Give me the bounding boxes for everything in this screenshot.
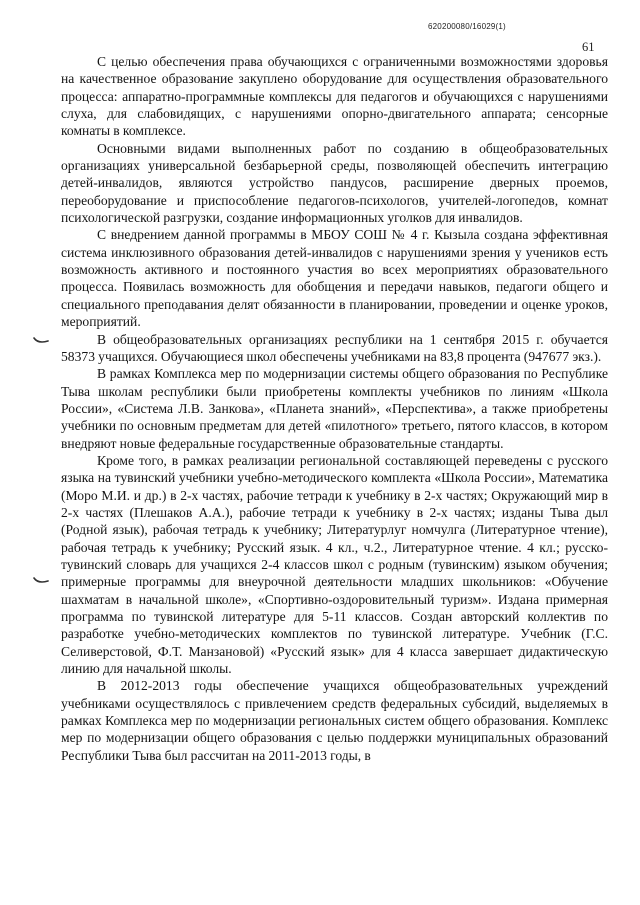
check-mark-icon <box>33 337 49 345</box>
document-code: 620200080/16029(1) <box>428 22 506 31</box>
paragraph-translation: Кроме того, в рамках реализации региональной составляющей переведены с русского языка на тувинский учебники учебно-методического комплекта «Школа России», Математика (Моро М.И. и др.) в 2-х частях, рабочие тетради к учебнику в 2-х частях; Окружающий мир в 2-х частях (Плешаков А.А.), рабочие тетради к учебнику в 2-х частях; изданы Тыва дыл (Родной язык), рабочая тетрадь к учебнику; Литературлуг номчулга (Литературное чтение), рабочая тетрадь к учебнику; Русский язык. 4 кл., ч.2., Литературное чтение. 4 кл.; русско-тувинский словарь для учащихся 2-4 классов школ с родным (тувинским) языком обучения; примерные программы для внеурочной деятельности младших школьников: «Обучение шахматам в начальной школе», «Спортивно-оздоровительный туризм». Издана примерная программа по тувинской литературе для 5-11 классов. Создан авторский коллектив по разработке учебно-методических комплектов по тувинской литературе. Учебник (Г.С. Селиверстовой, Ф.Т. Манзановой) «Русский язык» для 4 класса завершает дидактическую линию для начальной школы. <box>61 452 608 677</box>
page-number: 61 <box>582 40 595 54</box>
paragraph-funding: В 2012-2013 годы обеспечение учащихся общеобразовательных учреждений учебниками осуществлялось с привлечением средств федеральных субсидий, выделяемых в рамках Комплекса мер по модернизации региональных систем общего образования. Комплекс мер по модернизации общего образования с целью поддержки муниципальных образований Республики Тыва был рассчитан на 2011-2013 годы, в <box>61 678 608 763</box>
paragraph-inclusive-school: С внедрением данной программы в МБОУ СОШ № 4 г. Кызыла создана эффективная система инклюзивного образования детей-инвалидов с нарушениями зрения у учеников есть возможность активного и постоянного участия во всех мероприятиях образовательного процесса. Появилась возможность для обобщения и передачи навыков, педагоги общего и специального преподавания делят обязанности в планировании, проведении и оценке уроков, мероприятий. <box>61 227 608 330</box>
paragraph-textbooks: В рамках Комплекса мер по модернизации системы общего образования по Республике Тыва школам республики были приобретены комплекты учебников по линиям «Школа России», «Система Л.В. Занкова», «Планета знаний», «Перспектива», а также приобретены учебники по основным предметам для детей «пилотного» третьего, пятого классов, в котором внедряют новые федеральные государственные образовательные стандарты. <box>61 366 608 451</box>
paragraph-enrollment: В общеобразовательных организациях республики на 1 сентября 2015 г. обучается 58373 учащихся. Обучающиеся школ обеспечены учебниками на 83,8 процента (947677 экз.). <box>61 331 608 364</box>
document-body <box>61 53 608 764</box>
paragraph-barrier-free: Основными видами выполненных работ по созданию в общеобразовательных организациях универсальной безбарьерной среды, позволяющей обеспечить интеграцию детей-инвалидов, являются устройство пандусов, расширение дверных проемов, переоборудование и приспособление педагогов-психологов, учителей-логопедов, комнат психологической разгрузки, создание информационных уголков для инвалидов. <box>61 140 608 226</box>
check-mark-icon <box>33 577 49 585</box>
paragraph-equipment: С целью обеспечения права обучающихся с ограниченными возможностями здоровья на качественное образование закуплено оборудование для осуществления образовательного процесса: аппаратно-программные комплексы для педагогов и обучающихся с нарушениями слуха, для слабовидящих, с нарушениями опорно-двигательного аппарата; сенсорные комнаты в комплексе. <box>61 54 608 139</box>
